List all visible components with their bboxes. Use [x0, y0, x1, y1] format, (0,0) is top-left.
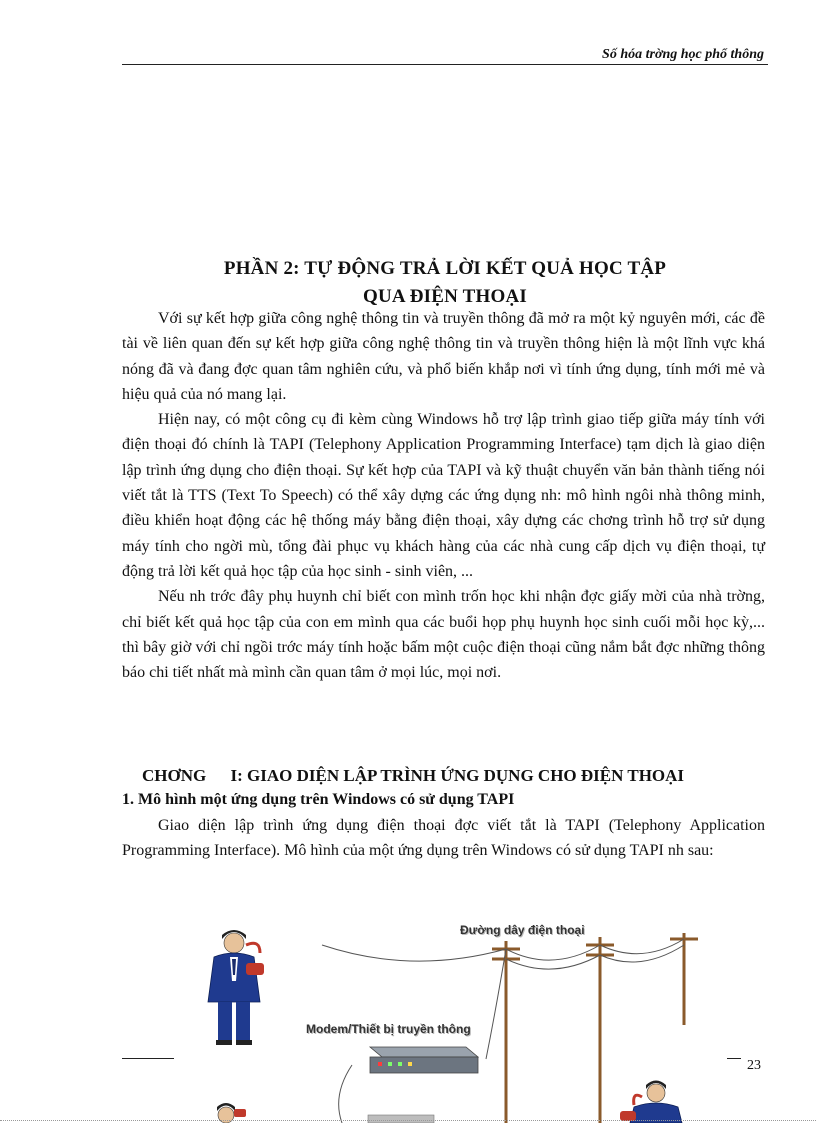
- paragraph: Với sự kết hợp giữa công nghệ thông tin và truyền thông đã mở ra một kỷ nguyên mới, các đề tài về liên quan đến sự kết hợp giữa công nghệ thông tin và truyền thông hiện là một lĩnh vực khá nóng đã và đang đợc quan tâm nghiên cứu, và phổ biến khắp nơi vì tính ứng dụng, tính mới mẻ và hiệu quả của nó mang lại.: [122, 310, 765, 403]
- chapter-title: [122, 764, 768, 788]
- tapi-model-figure: [122, 905, 768, 1123]
- section-text: [122, 813, 765, 864]
- phone-line-label: Đường dây điện thoại: [460, 923, 585, 937]
- modem-icon: [370, 1047, 478, 1073]
- paragraph: Hiện nay, có một công cụ đi kèm cùng Windows hỗ trợ lập trình giao tiếp giữa máy tính với điện thoại đó chính là TAPI (Telephony Application Programming Interface) tạm dịch là giao diện lập trình ứng dụng cho điện thoại. Sự kết hợp của TAPI và kỹ thuật chuyển văn bản thành tiếng nói viết tắt là TTS (Text To Speech) có thể xây dựng các ứng dụng nh: mô hình ngôi nhà thông minh, điều khiển hoạt động các hệ thống máy bằng điện thoại, xây dựng các chơng trình hỗ trợ sử dụng máy tính cho ngời mù, tổng đài phục vụ khách hàng của các nhà cung cấp dịch vụ điện thoại, tự động trả lời kết quả học tập của học sinh - sinh viên, ...: [122, 411, 765, 580]
- chapter-prefix: CHƠNG: [142, 766, 207, 785]
- modem-label: Modem/Thiết bị truyền thông: [306, 1022, 471, 1036]
- telephone-pole-icon: [492, 933, 698, 1123]
- header-rule: [122, 64, 768, 65]
- footer-rule: [122, 1058, 174, 1059]
- page-number: 23: [747, 1058, 761, 1073]
- running-header: Số hóa trờng học phổ thông: [602, 47, 764, 62]
- figure-drawing: [122, 905, 768, 1123]
- part-title-line-2: QUA ĐIỆN THOẠI: [363, 286, 527, 307]
- intro-text: [122, 306, 765, 685]
- person-phone-icon: [208, 930, 264, 1045]
- part-title-line-1: PHẦN 2: TỰ ĐỘNG TRẢ LỜI KẾT QUẢ HỌC TẬP: [223, 258, 667, 279]
- section-title: 1. Mô hình một ứng dụng trên Windows có sử dụng TAPI: [122, 791, 515, 808]
- part-title: [122, 255, 768, 311]
- paragraph: Nếu nh trớc đây phụ huynh chỉ biết con mình trốn học khi nhận đợc giấy mời của nhà trờng, chỉ biết kết quả học tập của con em mình qua các buổi họp phụ huynh học sinh cuối mỗi học kỳ,... thì bây giờ với chỉ ngồi trớc máy tính hoặc bấm một cuộc điện thoại cũng nắm bắt đợc những thông báo chi tiết nhất mà mình cần quan tâm ở mọi lúc, mọi nơi.: [122, 588, 765, 682]
- chapter-title-text: I: GIAO DIỆN LẬP TRÌNH ỨNG DỤNG CHO ĐIỆN THOẠI: [230, 766, 685, 785]
- person-phone-icon: [620, 1081, 682, 1123]
- paragraph: Giao diện lập trình ứng dụng điện thoại đợc viết tắt là TAPI (Telephony Application Programming Interface). Mô hình của một ứng dụng trên Windows có sử dụng TAPI nh sau:: [122, 817, 765, 860]
- footer-rule: [727, 1058, 741, 1059]
- bottom-border: [0, 1120, 816, 1121]
